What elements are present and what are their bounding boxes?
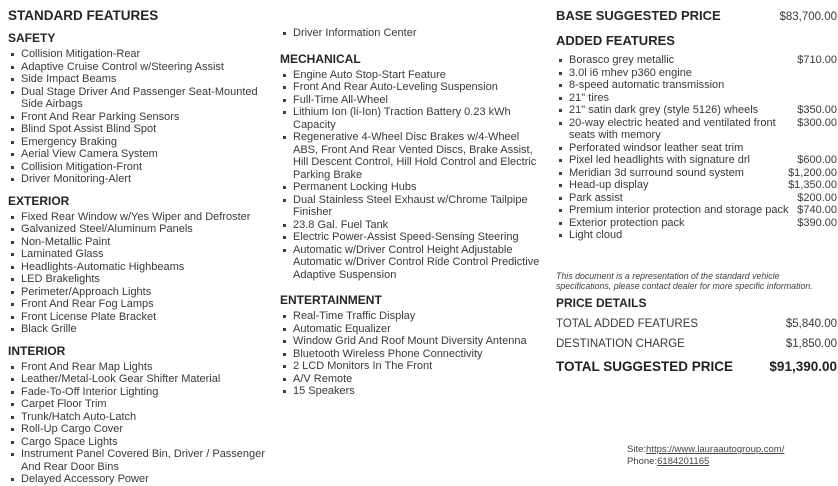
feature-item: Front And Rear Fog Lamps	[8, 298, 280, 311]
added-feature-price: $1,350.00	[788, 179, 837, 191]
standard-features-title: STANDARD FEATURES	[8, 8, 159, 23]
added-feature-label: Borasco grey metallic	[569, 54, 675, 66]
added-feature-price: $710.00	[797, 54, 837, 66]
feature-item: Black Grille	[8, 323, 280, 336]
feature-item: Aerial View Camera System	[8, 148, 280, 161]
added-feature-price: $350.00	[797, 104, 837, 116]
feature-item: Non-Metallic Paint	[8, 236, 280, 249]
destination-charge-row	[556, 338, 837, 350]
dealer-contact-footer	[627, 444, 784, 468]
feature-item: Front And Rear Parking Sensors	[8, 111, 280, 124]
added-feature-label: 21" tires	[569, 91, 609, 104]
feature-item: Adaptive Cruise Control w/Steering Assist	[8, 61, 280, 74]
feature-item: Dual Stainless Steel Exhaust w/Chrome Tailpipe Finisher	[280, 194, 542, 219]
feature-item: Instrument Panel Covered Bin, Driver / Passenger And Rear Door Bins	[8, 448, 280, 473]
feature-item: Driver Monitoring-Alert	[8, 173, 280, 186]
feature-item: Front And Rear Map Lights	[8, 361, 280, 374]
feature-item: A/V Remote	[280, 373, 542, 386]
feature-item: Blind Spot Assist Blind Spot	[8, 123, 280, 136]
feature-item: Full-Time All-Wheel	[280, 94, 542, 107]
section-heading-interior: INTERIOR	[8, 343, 66, 358]
site-row	[627, 444, 784, 456]
destination-charge-label: DESTINATION CHARGE	[556, 338, 685, 351]
lead-feature-list	[280, 27, 542, 40]
disclaimer-text: This document is a representation of the standard vehicle specifications, please contact dealer for more specific information.	[556, 270, 813, 292]
feature-item: Front License Plate Bracket	[8, 311, 280, 324]
feature-item: Carpet Floor Trim	[8, 398, 280, 411]
feature-item: Galvanized Steel/Aluminum Panels	[8, 223, 280, 236]
total-added-features-label: TOTAL ADDED FEATURES	[556, 318, 699, 331]
feature-item: Laminated Glass	[8, 248, 280, 261]
added-feature-label: Perforated windsor leather seat trim	[569, 141, 744, 154]
section-heading-exterior: EXTERIOR	[8, 193, 70, 208]
feature-item: Collision Mitigation-Rear	[8, 48, 280, 61]
phone-label: Phone:	[627, 456, 658, 467]
price-details-heading: PRICE DETAILS	[556, 296, 647, 311]
section-heading-mechanical: MECHANICAL	[280, 51, 361, 66]
added-feature-label: Light cloud	[569, 229, 623, 241]
added-feature-row	[556, 92, 837, 105]
feature-item: Dual Stage Driver And Passenger Seat-Mounted Side Airbags	[8, 86, 280, 111]
added-feature-label: 3.0l i6 mhev p360 engine	[569, 66, 692, 79]
added-feature-price: $200.00	[797, 191, 837, 204]
destination-charge-value: $1,850.00	[785, 338, 837, 351]
added-feature-row	[556, 217, 837, 230]
feature-item: Electric Power-Assist Speed-Sensing Steering	[280, 231, 542, 244]
added-feature-label: 8-speed automatic transmission	[569, 79, 725, 91]
total-added-features-value: $5,840.00	[785, 318, 837, 331]
entertainment-feature-list	[280, 310, 542, 398]
feature-item: Side Impact Beams	[8, 73, 280, 86]
added-feature-label: Meridian 3d surround sound system	[569, 166, 744, 179]
added-feature-row	[556, 167, 837, 180]
feature-item: Regenerative 4-Wheel Disc Brakes w/4-Wheel ABS, Front And Rear Vented Discs, Brake Assist, Hill Descent Control, Hill Hold Control and Electric Parking Brake	[280, 131, 542, 181]
feature-item: Headlights-Automatic Highbeams	[8, 261, 280, 274]
added-feature-row	[556, 179, 837, 192]
added-feature-price: $1,200.00	[788, 166, 837, 179]
feature-item: Automatic w/Driver Control Height Adjustable Automatic w/Driver Control Ride Control Predictive Adaptive Suspension	[280, 244, 542, 282]
feature-item: Front And Rear Auto-Leveling Suspension	[280, 81, 542, 94]
feature-item: Driver Information Center	[280, 27, 542, 40]
exterior-feature-list	[8, 211, 280, 336]
added-feature-row	[556, 67, 837, 80]
added-feature-label: 20-way electric heated and ventilated front seats with memory	[569, 116, 776, 141]
base-suggested-price-label: BASE SUGGESTED PRICE	[556, 8, 721, 23]
total-suggested-price-row	[556, 359, 837, 374]
feature-item: Emergency Braking	[8, 136, 280, 149]
added-feature-label: Head-up display	[569, 179, 649, 191]
added-feature-price: $300.00	[797, 116, 837, 129]
feature-item: 23.8 Gal. Fuel Tank	[280, 219, 542, 232]
feature-item: Trunk/Hatch Auto-Latch	[8, 411, 280, 424]
safety-feature-list	[8, 48, 280, 186]
added-feature-label: 21" satin dark grey (style 5126) wheels	[569, 104, 759, 116]
feature-item: Bluetooth Wireless Phone Connectivity	[280, 348, 542, 361]
section-heading-entertainment: ENTERTAINMENT	[280, 293, 382, 307]
feature-item: Delayed Accessory Power	[8, 473, 280, 486]
added-feature-price: $740.00	[797, 204, 837, 216]
feature-item: Roll-Up Cargo Cover	[8, 423, 280, 436]
added-feature-label: Park assist	[569, 191, 623, 204]
added-feature-row	[556, 104, 837, 117]
added-feature-row	[556, 192, 837, 205]
added-features-list	[556, 54, 837, 242]
feature-item: Cargo Space Lights	[8, 436, 280, 449]
added-feature-row	[556, 54, 837, 67]
feature-item: Leather/Metal-Look Gear Shifter Material	[8, 373, 280, 386]
feature-item: Fixed Rear Window w/Yes Wiper and Defroster	[8, 211, 280, 224]
feature-item: Perimeter/Approach Lights	[8, 286, 280, 299]
standard-features-column-2	[280, 8, 542, 486]
section-heading-safety: SAFETY	[8, 31, 56, 45]
feature-item: 15 Speakers	[280, 385, 542, 398]
added-feature-price: $600.00	[797, 154, 837, 166]
feature-item: Real-Time Traffic Display	[280, 310, 542, 323]
feature-item: Automatic Equalizer	[280, 323, 542, 336]
base-suggested-price-row	[556, 8, 837, 23]
phone-link[interactable]: 6184201165	[657, 456, 710, 467]
feature-item: Window Grid And Roof Mount Diversity Antenna	[280, 335, 542, 348]
added-feature-row	[556, 229, 837, 242]
feature-item: Fade-To-Off Interior Lighting	[8, 386, 280, 399]
added-feature-label: Exterior protection pack	[569, 216, 685, 229]
added-feature-row	[556, 117, 837, 142]
added-feature-row	[556, 142, 837, 155]
added-feature-row	[556, 154, 837, 167]
phone-row	[627, 456, 784, 468]
pricing-column	[556, 8, 837, 486]
base-suggested-price-value: $83,700.00	[779, 11, 837, 23]
added-features-heading: ADDED FEATURES	[556, 33, 675, 48]
standard-features-column-1	[8, 8, 280, 486]
site-label: Site:	[627, 444, 647, 455]
added-feature-price: $390.00	[797, 216, 837, 229]
site-link[interactable]: https://www.lauraautogroup.com/	[646, 444, 785, 455]
added-feature-label: Pixel led headlights with signature drl	[569, 154, 750, 166]
feature-item: Collision Mitigation-Front	[8, 161, 280, 174]
total-suggested-price-value: $91,390.00	[769, 359, 837, 375]
feature-item: LED Brakelights	[8, 273, 280, 286]
feature-item: Engine Auto Stop-Start Feature	[280, 69, 542, 82]
feature-item: 2 LCD Monitors In The Front	[280, 360, 542, 373]
feature-item: Permanent Locking Hubs	[280, 181, 542, 194]
mechanical-feature-list	[280, 69, 542, 282]
interior-feature-list	[8, 361, 280, 486]
total-suggested-price-label: TOTAL SUGGESTED PRICE	[556, 359, 734, 375]
total-added-features-row	[556, 318, 837, 330]
added-feature-row	[556, 204, 837, 217]
feature-item: Lithium Ion (li-Ion) Traction Battery 0.23 kWh Capacity	[280, 106, 542, 131]
added-feature-row	[556, 79, 837, 92]
added-feature-label: Premium interior protection and storage pack	[569, 204, 789, 216]
